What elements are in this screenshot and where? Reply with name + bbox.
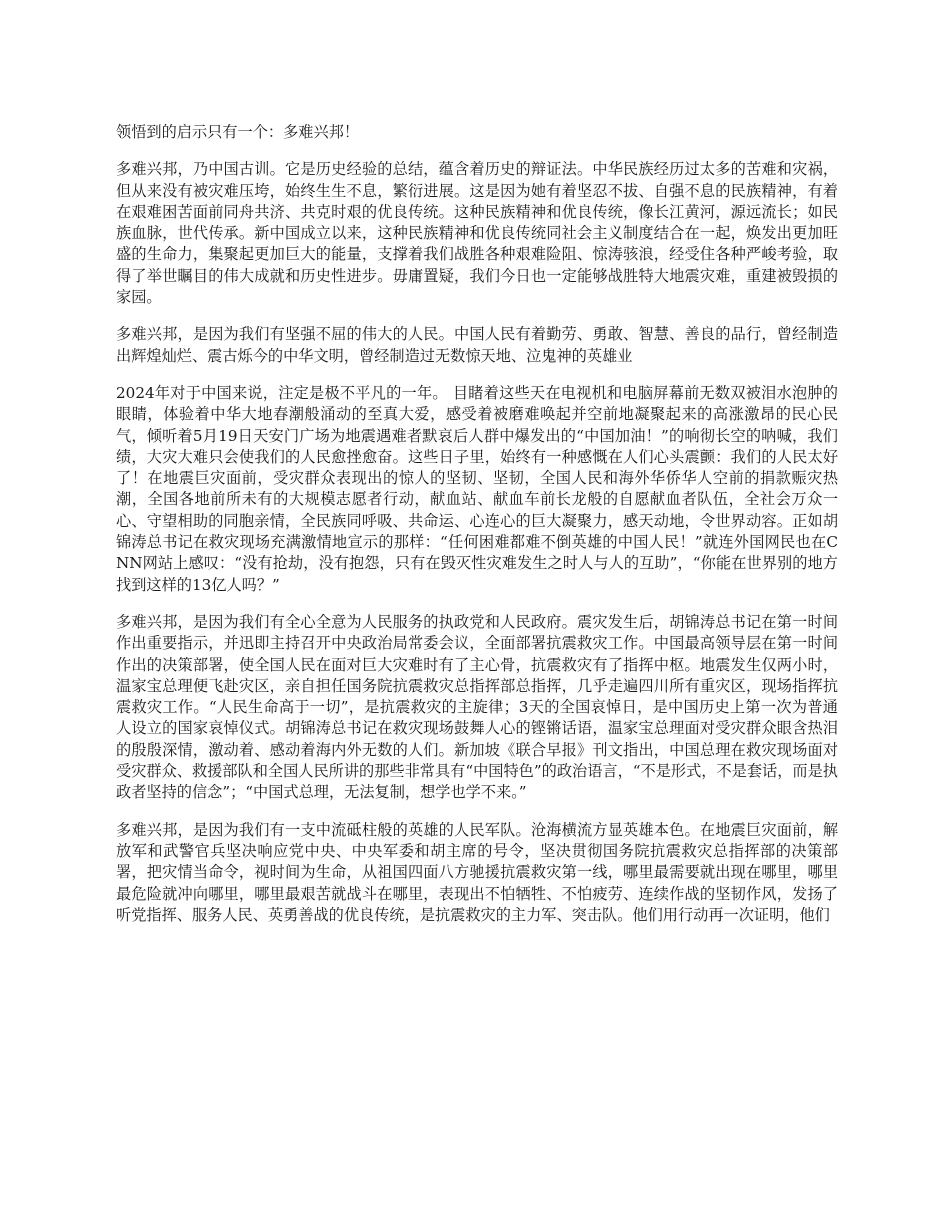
- paragraph: 多难兴邦，是因为我们有坚强不屈的伟大的人民。中国人民有着勤劳、勇敢、智慧、善良的品行，曾经制造出辉煌灿烂、震古烁今的中华文明，曾经制造过无数惊天地、泣鬼神的英雄业: [116, 325, 838, 365]
- paragraph: 2024年对于中国来说，注定是极不平凡的一年。 目睹着这些天在电视机和电脑屏幕前无数双被泪水泡肿的眼睛，体验着中华大地春潮般涌动的至真大爱，感受着被磨难唤起并空前地凝聚起来的高涨激昂的民心民气，倾听着5月19日天安门广场为地震遇难者默哀后人群中爆发出的“中国加油！”的响彻长空的呐喊，我们绩，大灾大难只会使我们的人民愈挫愈奋。这些日子里，始终有一种感慨在人们心头震颤：我们的人民太好了！在地震巨灾面前，受灾群众表现出的惊人的坚韧、坚韧，全国人民和海外华侨华人空前的捐款赈灾热潮，全国各地前所未有的大规模志愿者行动，献血站、献血车前长龙般的自愿献血者队伍，全社会万众一心、守望相助的同胞亲情，全民族同呼吸、共命运、心连心的巨大凝聚力，感天动地，令世界动容。正如胡锦涛总书记在救灾现场充满激情地宣示的那样：“任何困难都难不倒英雄的中国人民！”就连外国网民也在CNN网站上感叹：“没有抢劫，没有抱怨，只有在毁灭性灾难发生之时人与人的互助”，“你能在世界别的地方找到这样的13亿人吗？”: [116, 383, 838, 594]
- paragraph-lead: 领悟到的启示只有一个：多难兴邦！: [116, 123, 359, 141]
- document-body: [116, 122, 838, 942]
- paragraph: 多难兴邦，是因为我们有全心全意为人民服务的执政党和人民政府。震灾发生后，胡锦涛总书记在第一时间作出重要指示，并迅即主持召开中央政治局常委会议，全面部署抗震救灾工作。中国最高领导层在第一时间作出的决策部署，使全国人民在面对巨大灾难时有了主心骨，抗震救灾有了指挥中枢。地震发生仅两小时，温家宝总理便飞赴灾区，亲自担任国务院抗震救灾总指挥部总指挥，几乎走遍四川所有重灾区，现场指挥抗震救灾工作。“人民生命高于一切”，是抗震救灾的主旋律；3天的全国哀悼日，是中国历史上第一次为普通人设立的国家哀悼仪式。胡锦涛总书记在救灾现场鼓舞人心的铿锵话语，温家宝总理面对受灾群众眼含热泪的殷殷深情，激动着、感动着海内外无数的人们。新加坡《联合早报》刊文指出，中国总理在救灾现场面对受灾群众、救援部队和全国人民所讲的那些非常具有“中国特色”的政治语言，“不是形式，不是套话，而是执政者坚持的信念”；“中国式总理，无法复制，想学也学不来。”: [116, 612, 838, 802]
- paragraph: 多难兴邦，乃中国古训。它是历史经验的总结，蕴含着历史的辩证法。中华民族经历过太多的苦难和灾祸，但从来没有被灾难压垮，始终生生不息，繁衍进展。这是因为她有着坚忍不拔、自强不息的民族精神，有着在艰难困苦面前同舟共济、共克时艰的优良传统。这种民族精神和优良传统，像长江黄河，源远流长；如民族血脉，世代传承。新中国成立以来，这种民族精神和优良传统同社会主义制度结合在一起，焕发出更加旺盛的生命力，集聚起更加巨大的能量，支撑着我们战胜各种艰难险阻、惊涛骇浪，经受住各种严峻考验，取得了举世瞩目的伟大成就和历史性进步。毋庸置疑，我们今日也一定能够战胜特大地震灾难，重建被毁损的家园。: [116, 160, 838, 307]
- paragraph: 多难兴邦，是因为我们有一支中流砥柱般的英雄的人民军队。沧海横流方显英雄本色。在地震巨灾面前，解放军和武警官兵坚决响应党中央、中央军委和胡主席的号令，坚决贯彻国务院抗震救灾总指挥部的决策部署，把灾情当命令，视时间为生命，从祖国四面八方驰援抗震救灾第一线，哪里最需要就出现在哪里，哪里最危险就冲向哪里，哪里最艰苦就战斗在哪里，表现出不怕牺牲、不怕疲劳、连续作战的坚韧作风，发扬了听党指挥、服务人民、英勇善战的优良传统，是抗震救灾的主力军、突击队。他们用行动再一次证明，他们: [116, 820, 838, 924]
